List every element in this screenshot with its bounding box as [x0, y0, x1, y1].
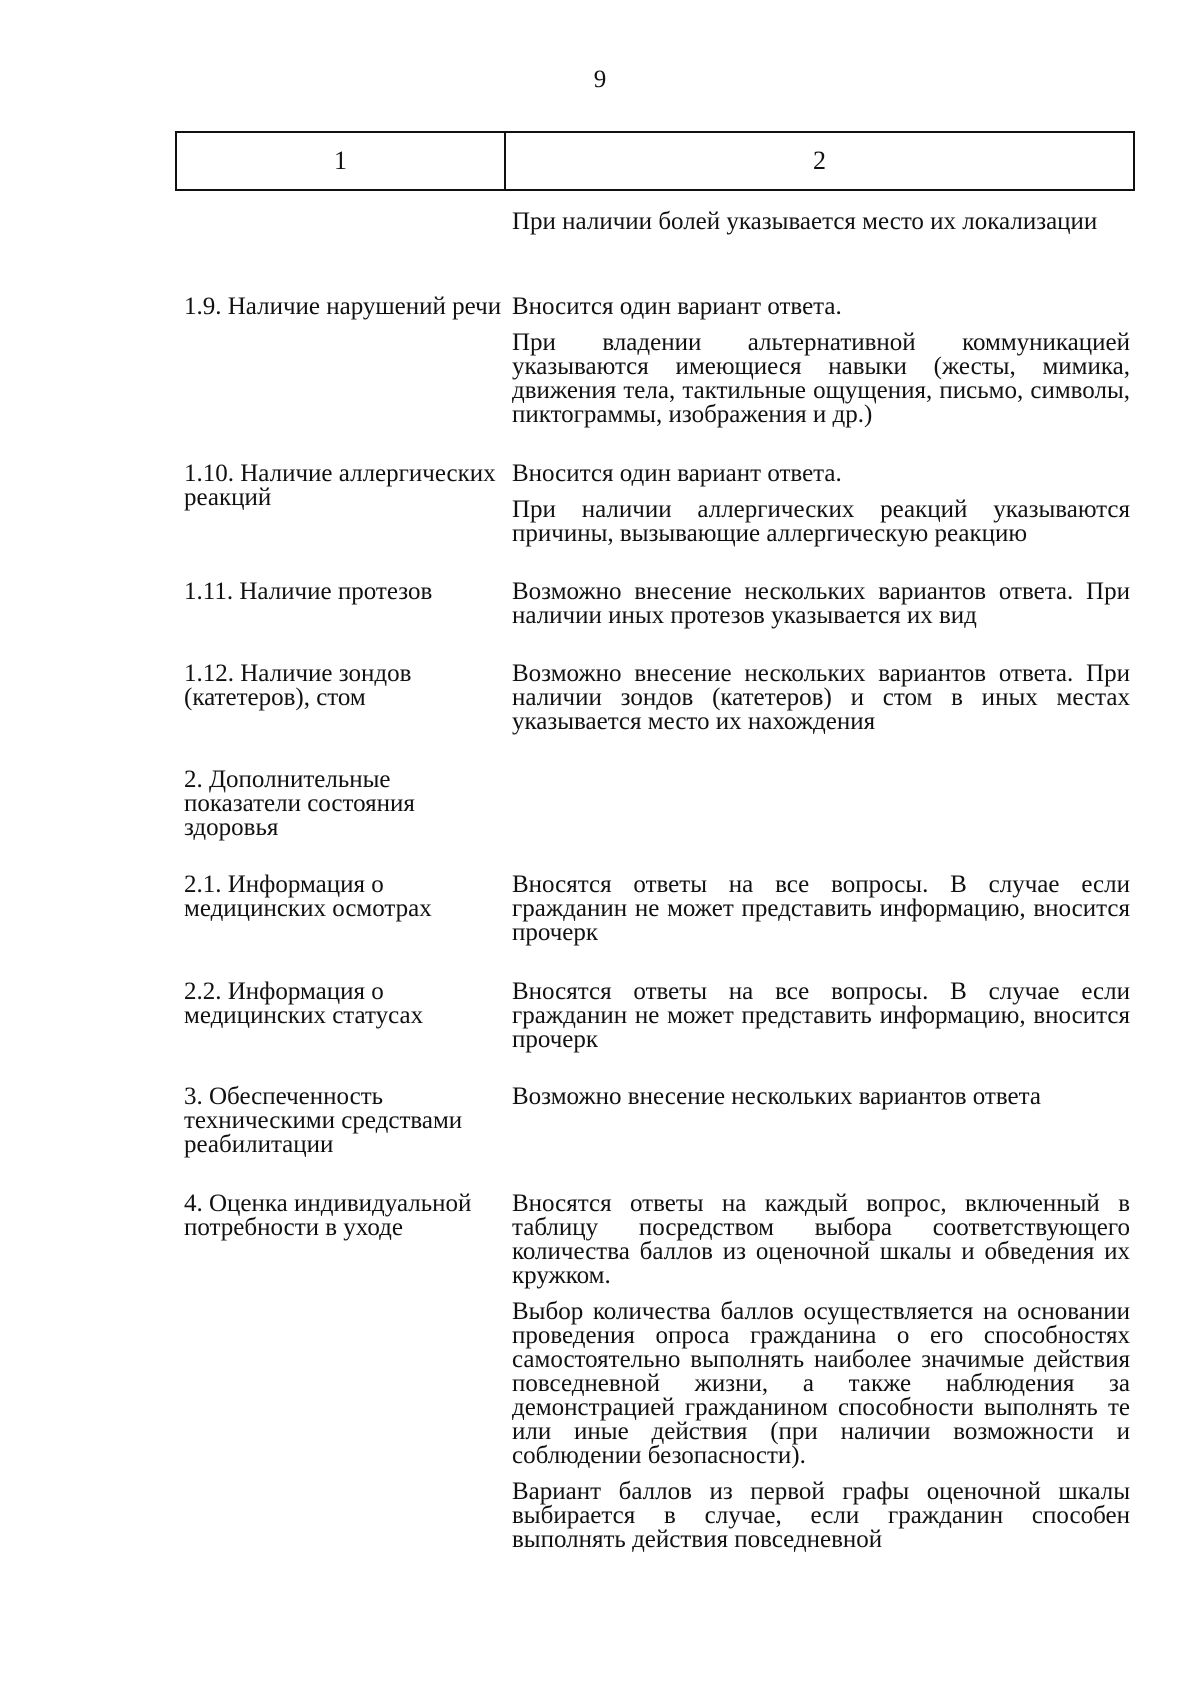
description-paragraph: Вносится один вариант ответа.	[512, 293, 842, 320]
row-label: 3. Обеспеченность техническими средствами реабилитации	[184, 1083, 463, 1158]
row-description	[512, 295, 1130, 427]
row-label: 1.11. Наличие протезов	[184, 578, 433, 605]
description-paragraph: При наличии болей указывается место их локализации	[512, 208, 1098, 235]
row-label: 1.10. Наличие аллергических реакций	[184, 460, 496, 511]
description-paragraph: Вносится один вариант ответа.	[512, 460, 842, 487]
row-label: 2.2. Информация о медицинских статусах	[184, 978, 424, 1029]
description-paragraph: При наличии аллергических реакций указываются причины, вызывающие аллергическую реакцию	[512, 496, 1130, 547]
row-description	[512, 1085, 1130, 1109]
row-description	[512, 662, 1130, 734]
description-paragraph: Выбор количества баллов осуществляется на основании проведения опроса гражданина о его способностях самостоятельно выполнять наиболее значимые действия повседневной жизни, а также наблюдения за демонстрацией гражданином способности выполнять те или иные действия (при наличии возможности и соблюдении безопасности).	[512, 1298, 1130, 1469]
row-description	[512, 980, 1130, 1052]
row-description	[512, 580, 1130, 628]
description-paragraph: Возможно внесение нескольких вариантов ответа	[512, 1083, 1041, 1110]
row-description	[512, 1192, 1130, 1552]
description-paragraph: Возможно внесение нескольких вариантов ответа. При наличии иных протезов указывается их вид	[512, 578, 1130, 629]
row-description	[512, 462, 1130, 546]
row-label: 2. Дополнительные показатели состояния здоровья	[184, 766, 415, 841]
table-header-col2: 2	[813, 146, 826, 175]
description-paragraph: Вариант баллов из первой графы оценочной шкалы выбирается в случае, если гражданин способен выполнять действия повседневной	[512, 1478, 1130, 1553]
description-paragraph: Вносятся ответы на каждый вопрос, включенный в таблицу посредством выбора соответствующего количества баллов из оценочной шкалы и обведения их кружком.	[512, 1190, 1130, 1289]
row-label: 1.9. Наличие нарушений речи	[184, 293, 502, 320]
description-paragraph: При владении альтернативной коммуникацией указываются имеющиеся навыки (жесты, мимика, движения тела, тактильные ощущения, письмо, символы, пиктограммы, изображения и др.)	[512, 329, 1130, 428]
row-description	[512, 210, 1130, 234]
row-label: 4. Оценка индивидуальной потребности в уходе	[184, 1190, 472, 1241]
table-header-col1: 1	[177, 133, 506, 189]
row-label: 1.12. Наличие зондов (катетеров), стом	[184, 660, 412, 711]
row-label: 2.1. Информация о медицинских осмотрах	[184, 871, 432, 922]
row-description	[512, 873, 1130, 945]
page-number: 9	[593, 66, 607, 93]
description-paragraph: Вносятся ответы на все вопросы. В случае если гражданин не может представить информацию, вносится прочерк	[512, 871, 1130, 946]
description-paragraph: Возможно внесение нескольких вариантов ответа. При наличии зондов (катетеров) и стом в иных местах указывается место их нахождения	[512, 660, 1130, 735]
description-paragraph: Вносятся ответы на все вопросы. В случае если гражданин не может представить информацию, вносится прочерк	[512, 978, 1130, 1053]
